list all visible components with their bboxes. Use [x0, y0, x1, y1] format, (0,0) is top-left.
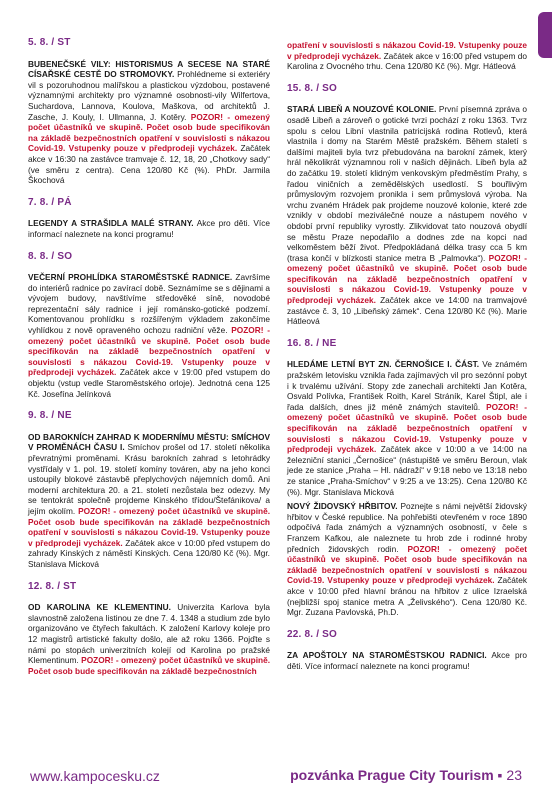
- covid-notice: POZOR! - omezený počet účastníků ve skupině. Počet osob bude specifikován na základě bezpečnostních opatření v souvislosti s nákazou Covid-19. Vstupenky pouze v předprodeji vycházek.: [287, 401, 527, 455]
- event-date: 12. 8. / ST: [28, 580, 77, 592]
- event-description: Univerzita Karlova byla slavnostně založena listinou ze dne 7. 4. 1348 a studium zde bylo organizováno ve čtyřech fakultách. K založení Karlovy koleje pro 12 magistrů artistické fakulty došlo, ale až roku 1366. Pojďte s námi po stopách univerzitních kolejí od Karolina po pražské Klementinum.: [28, 602, 270, 666]
- event-entry: [28, 411, 270, 569]
- event-description: Akce pro děti. Více informací naleznete na konci programu!: [28, 218, 270, 239]
- website-link[interactable]: www.kampocesku.cz: [30, 768, 160, 784]
- covid-notice: POZOR! - omezený počet účastníků ve skupině. Počet osob bude specifikován na základě bezpečnostních opatření v souvislosti s nákazou Covid-19. Vstupenky pouze v předprodeji vycházek.: [28, 325, 270, 378]
- event-entry: [28, 252, 270, 400]
- event-details: Začátek akce ve 14:00 na tramvajové zastávce č. 3, 10 „Libeňský zámek“. Cena 120/80 Kč (%). Marie Hátleová: [287, 295, 528, 327]
- left-column: [28, 38, 270, 688]
- event-date: 8. 8. / SO: [28, 250, 73, 262]
- event-date: 9. 8. / NE: [28, 410, 72, 422]
- event-date: 7. 8. / PÁ: [28, 196, 72, 208]
- event-entry: [28, 582, 270, 677]
- event-description: Završíme do interiérů radnice po zavírací době. Seznámíme se s dějinami a vývojem budovy, navštívíme středověké síně, novodobé reprezentační sály radnice i její románsko-gotické podzemí. Komentovanou prohlídku s rozšířeným výkladem zakončíme vyhlídkou z nově opraveného ochozu radniční věže.: [28, 272, 270, 336]
- event-description: Poznejte s námi největší židovský hřbitov v České republice. Na pohřebišti otevřeném v roce 1890 odpočívá řada známých a významných osobností, v čele s Franzem Kafkou, ale naleznete tu hrob zde i rodinné hroby předních židovských rodin.: [287, 501, 527, 554]
- page-footer: [30, 762, 522, 790]
- event-entry: [287, 339, 527, 497]
- event-title: HLEDÁME LETNÍ BYT ZN. ČERNOŠICE I. ČÁST.: [287, 359, 480, 370]
- page-number: 23: [506, 767, 522, 783]
- covid-notice: POZOR! - omezený počet účastníků ve skupině. Počet osob bude specifikován na základě bezpečnostních opatření v souvislosti s nákazou Covid-19. Vstupenky pouze v předprodeji vycházek.: [287, 543, 527, 586]
- event-entry: [287, 501, 527, 618]
- event-title: BUBENEČSKÉ VILY: HISTORISMUS A SECESE NA STARÉ CÍSAŘSKÉ CESTĚ DO STROMOVKY.: [28, 58, 270, 80]
- covid-notice: POZOR! - omezený počet účastníků ve skupině. Počet osob bude specifikován na základě bezpečnostních opatření v souvislosti s nákazou Covid-19. Vstupenky pouze v předprodeji vycházek.: [28, 111, 270, 154]
- event-description: Akce pro děti. Více informací naleznete na konci programu!: [287, 650, 528, 671]
- event-entry: [28, 198, 270, 240]
- event-title: STARÁ LIBEŇ A NOUZOVÉ KOLONIE.: [287, 104, 437, 115]
- covid-notice: POZOR! - omezený počet účastníků ve skupině. Počet osob bude specifikován na základě bezpečnostních opatření v souvislosti s nákazou Covid-19. Vstupenky pouze v předprodeji vycházek.: [28, 505, 270, 548]
- event-details: Začátek akce v 19:00 před vstupem do objektu (vstup vedle Staroměstského orloje). Jednotná cena 125 Kč. Josefína Jelínková: [28, 367, 271, 399]
- brand-name: pozvánka Prague City Tourism: [290, 767, 494, 783]
- event-date: 5. 8. / ST: [28, 37, 71, 48]
- event-description: První písemná zpráva o osadě Libeň a zároveň o gotické tvrzi pochází z roku 1363. Tvrz spolu s celou Libní vlastnila patricijská rodina Rotlevů, která vlastnila i domy na Starém Městě pražském. Během staletí s dalšími majiteli byla tvrz přebudována na barokní zámek, který hrál několikrát významnou roli v našich dějinách. Libeň byla až do začátku 19. století klidným venkovským předměstím Prahy, s řadou viničních a zemědělských usedlostí. S bouřlivým průmyslovým rozvojem pronikla i sem průmyslová výroba. Na vrchu zvaném Hrádek pak projdeme nouzové kolonie, které zde vznikly v období meziválečné nouze a nástupem nového v období první republiky vyrostly. Zlikvidovat tato nouzová obydlí se městu Praze nepodařilo a dodnes zde na kopci nad velkoměstem běží život. Předpokládaná délka trasy cca 5 km (trasa končí v blízkosti stanice metra B „Palmovka“).: [287, 104, 527, 263]
- event-details: Začátek akce v 10:00 před vstupem do zahrady Kinských z náměstí Kinských. Cena 120/80 Kč (%). Mgr. Stanislava Micková: [28, 537, 270, 569]
- event-description: Prohlédneme si exteriéry vil s pozoruhodnou malířskou a plastickou výzdobou, postavené významnými architekty pro významné osobnosti-vily Wilfertova, Suchardova, Lannova, Koulova, Maškova, od architektů J. Zasche, J. Kouly, I. Ullmanna, J. Kotěry.: [28, 69, 270, 122]
- covid-notice: POZOR! - omezený počet účastníků ve skupině. Počet osob bude specifikován na základě bezpečnostních opatření v souvislosti s nákazou Covid-19. Vstupenky pouze v předprodeji vycházek.: [287, 252, 527, 306]
- event-title: VEČERNÍ PROHLÍDKA STAROMĚSTSKÉ RADNICE.: [28, 272, 233, 283]
- event-entry: [287, 630, 527, 672]
- right-column: [287, 40, 527, 683]
- event-date: 22. 8. / SO: [287, 628, 338, 640]
- event-details: Začátek akce v 16:00 před vstupem do Karolina z Ovocného trhu. Cena 120/80 Kč (%). Mgr. Hátleová: [287, 50, 527, 72]
- event-details: Začátek akce v 10:00 a ve 14:00 na železniční stanici „Černošice“ (nástupiště ve směru Beroun, vlak jede ze stanice „Praha – Hl. nádraží“ v 9:18 nebo ve 13:18 nebo ze stanice „Praha-Smíchov“ v 9:25 a ve 13:25). Cena 120/80 Kč (%). Mgr. Stanislava Micková: [287, 444, 527, 497]
- event-title: OD BAROKNÍCH ZAHRAD K MODERNÍMU MĚSTU: SMÍCHOV V PROMĚNÁCH ČASU I.: [28, 431, 270, 453]
- page-separator: ▪: [493, 767, 507, 783]
- event-entry: [287, 84, 527, 327]
- chapter-tab: [538, 12, 552, 58]
- event-details: Začátek akce v 16:30 na zastávce tramvaje č. 12, 18, 20 „Chotkovy sady“ (ve směru z centra). Cena 120/80 Kč (%). PhDr. Jarmila Škochová: [28, 143, 270, 186]
- event-details: Začátek akce v 10:00 před hlavní bránou na hřbitov z ulice Izraelská (nejbližší spoj stanice metra A „Želivského“). Cena 120/80 Kč. Mgr. Zuzana Pavlovská, Ph.D.: [287, 575, 527, 618]
- covid-notice: POZOR! - omezený počet účastníků ve skupině. Počet osob bude specifikován na základě bezpečnostních: [28, 655, 270, 676]
- event-description: Ve známém pražském letovisku vznikla řada zajímavých vil pro sezónní pobyt i k trvalému užívání. Stopy zde zanechali architekti Jan Kotěra, Osvald Polívka, František Roith, Karel Stráník, Karel Štipl, ale i řada dalších, dnes již méně známých stavitelů.: [287, 359, 527, 412]
- event-title: NOVÝ ŽIDOVSKÝ HŘBITOV.: [287, 501, 398, 512]
- footer-brand: [290, 767, 522, 785]
- covid-notice: opatření v souvislosti s nákazou Covid-19. Vstupenky pouze v předprodeji vycházek.: [287, 40, 527, 61]
- event-description: Smíchov prošel od 17. století několika převratnými proměnami. Krásu barokních zahrad s letohrádky vystřídaly v 1. pol. 19. století komíny továren, aby na jeho konci ustoupily blokové zástavbě přeplychových nájemních domů. Ani moderní architektura 20. a 21. století nezůstala bez odezvy. My se tentokrát společně projdeme Kinského třídou/Štefánikova/ a jejím okolím.: [28, 442, 270, 516]
- event-date: 16. 8. / NE: [287, 337, 337, 349]
- event-title: LEGENDY A STRAŠIDLA MALÉ STRANY.: [28, 218, 194, 229]
- event-continuation: [287, 40, 527, 72]
- event-entry: [28, 38, 270, 186]
- event-title: OD KAROLINA KE KLEMENTINU.: [28, 602, 171, 613]
- event-date: 15. 8. / SO: [287, 82, 338, 94]
- event-title: ZA APOŠTOLY NA STAROMĚSTSKOU RADNICI.: [287, 650, 487, 661]
